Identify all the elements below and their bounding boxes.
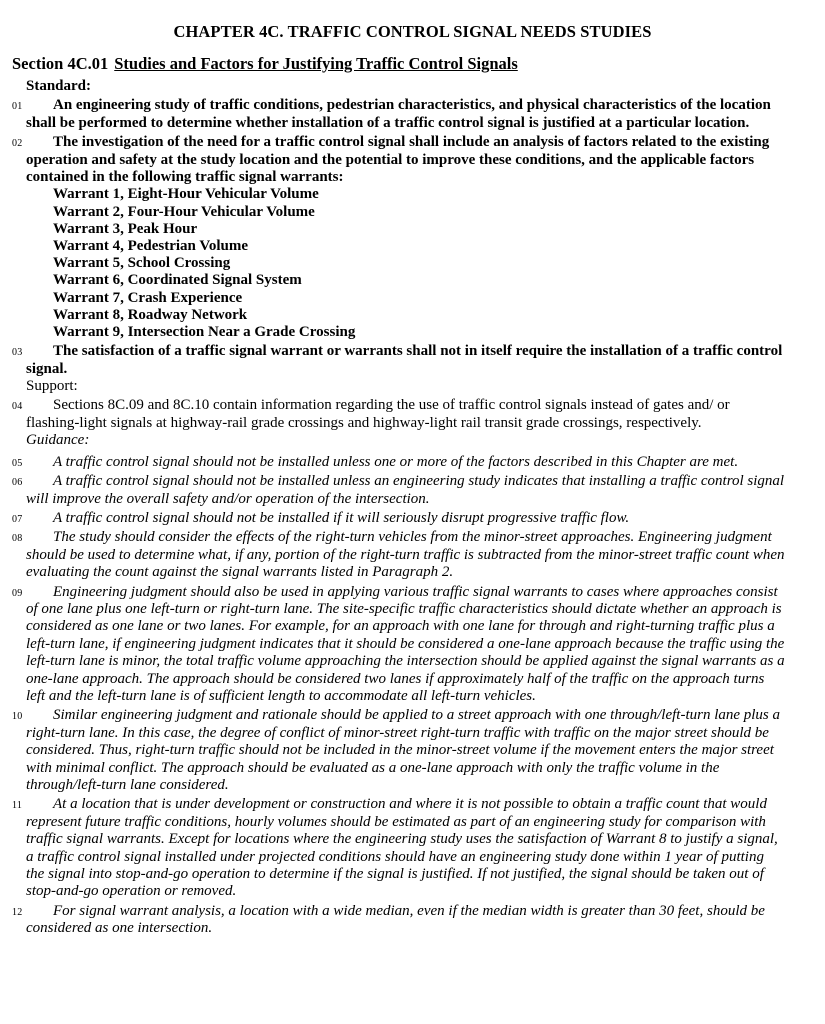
paragraph-text: For signal warrant analysis, a location with a wide median, even if the median width is greater than 30 feet, should be considered as one intersection. bbox=[26, 902, 765, 937]
paragraph-text: A traffic control signal should not be installed if it will seriously disrupt progressive traffic flow. bbox=[53, 509, 630, 526]
paragraph-text: A traffic control signal should not be installed unless an engineering study indicates that installing a traffic control signal will improve the overall safety and/or operation of the intersection. bbox=[26, 473, 785, 507]
paragraph-number: 08 bbox=[12, 533, 23, 545]
warrant-item: Warrant 4, Pedestrian Volume bbox=[53, 238, 248, 255]
section-number: Section 4C.01 bbox=[12, 54, 109, 73]
section-heading bbox=[12, 54, 518, 74]
paragraph-01 bbox=[12, 97, 786, 132]
paragraph-text: The investigation of the need for a traffic control signal shall include an analysis of factors related to the existing operation and safety at the study location and the potential to improve these conditions, and the applicable factors contained in the following traffic signal warrants: bbox=[26, 134, 770, 186]
paragraph-05 bbox=[12, 453, 786, 471]
paragraph-08 bbox=[12, 529, 786, 581]
paragraph-text: At a location that is under development or construction and where it is not possible to obtain a traffic count that would represent future traffic conditions, hourly volumes should be estimated as part of an engineering study for comparison with traffic signal warrants. Except for locations where the engineering study uses the satisfaction of Warrant 8 to justify a signal, a traffic control signal installed under projected conditions should have an engineering study done within 1 year of putting the signal into stop-and-go operation to determine if the signal is justified. If not justified, the signal should be taken out of stop-and-go operation or removed. bbox=[26, 796, 778, 900]
paragraph-text: Engineering judgment should also be used in applying various traffic signal warrants to cases where approaches consist of one lane plus one left-turn or right-turn lane. The site-specific traffic characteristics should dictate whether an approach is considered as one lane or two lanes. For example, for an approach with one lane for through and right-turning traffic plus a left-turn lane, if engineering judgment indicates that it should be considered a one-lane approach because the traffic using the left-turn lane is minor, the total traffic volume approaching the intersection should be applied against the signal warrants as a one-lane approach. The approach should be considered two lanes if approximately half of the traffic on the approach turns left and the left-turn lane is of sufficient length to accommodate all left-turn vehicles. bbox=[26, 583, 785, 704]
warrant-item: Warrant 2, Four-Hour Vehicular Volume bbox=[53, 203, 315, 220]
paragraph-03 bbox=[12, 343, 786, 378]
paragraph-number: 10 bbox=[12, 711, 23, 723]
paragraph-02 bbox=[12, 134, 786, 186]
paragraph-number: 05 bbox=[12, 457, 23, 469]
section-body bbox=[0, 78, 825, 938]
warrant-list bbox=[53, 186, 825, 341]
paragraph-text: An engineering study of traffic conditions, pedestrian characteristics, and physical characteristics of the location shall be performed to determine whether installation of a traffic control signal is justified at a particular location. bbox=[26, 97, 771, 131]
paragraph-number: 07 bbox=[12, 513, 23, 525]
paragraph-number: 11 bbox=[12, 800, 23, 812]
paragraph-text: A traffic control signal should not be installed unless one or more of the factors described in this Chapter are met. bbox=[53, 453, 739, 470]
paragraph-text: The study should consider the effects of the right-turn vehicles from the minor-street approaches. Engineering judgment should be used to determine what, if any, portion of the right-turn traffic is subtracted from the minor-street traffic count when evaluating the count against the signal warrants listed in Paragraph 2. bbox=[26, 529, 785, 581]
paragraph-07 bbox=[12, 509, 786, 527]
paragraph-number: 06 bbox=[12, 477, 23, 489]
support-label: Support: bbox=[26, 378, 78, 395]
paragraph-text: Sections 8C.09 and 8C.10 contain information regarding the use of traffic control signals instead of gates and/ or flashing-light signals at highway-rail grade crossings and highway-light rail transit grade crossings, respectively. bbox=[26, 397, 730, 431]
paragraph-10 bbox=[12, 707, 786, 794]
paragraph-06 bbox=[12, 473, 786, 508]
paragraph-11 bbox=[12, 796, 786, 900]
warrant-item: Warrant 6, Coordinated Signal System bbox=[53, 272, 302, 289]
paragraph-text: The satisfaction of a traffic signal warrant or warrants shall not in itself require the installation of a traffic control signal. bbox=[26, 343, 783, 377]
standard-label: Standard: bbox=[26, 78, 92, 94]
paragraph-number: 09 bbox=[12, 587, 23, 599]
warrant-item: Warrant 8, Roadway Network bbox=[53, 306, 248, 323]
warrant-item: Warrant 1, Eight-Hour Vehicular Volume bbox=[53, 186, 319, 203]
warrant-item: Warrant 9, Intersection Near a Grade Crossing bbox=[53, 324, 356, 341]
paragraph-09 bbox=[12, 583, 786, 706]
paragraph-number: 02 bbox=[12, 138, 23, 150]
paragraph-number: 03 bbox=[12, 347, 23, 359]
paragraph-12 bbox=[12, 902, 786, 938]
warrant-item: Warrant 7, Crash Experience bbox=[53, 289, 243, 306]
paragraph-number: 12 bbox=[12, 906, 23, 918]
warrant-item: Warrant 5, School Crossing bbox=[53, 255, 231, 272]
section-title: Studies and Factors for Justifying Traffic Control Signals bbox=[114, 54, 518, 73]
guidance-label: Guidance: bbox=[26, 432, 90, 449]
warrant-item: Warrant 3, Peak Hour bbox=[53, 220, 198, 237]
paragraph-number: 01 bbox=[12, 101, 23, 113]
paragraph-04 bbox=[12, 397, 786, 432]
paragraph-text: Similar engineering judgment and rationale should be applied to a street approach with one through/left-turn lane plus a right-turn lane. In this case, the degree of conflict of minor-street right-turn traffic with traffic on the major street should be considered. Thus, right-turn traffic should not be included in the minor-street volume if the movement enters the major street with minimal conflict. The approach should be evaluated as a one-lane approach with only the traffic volume in the through/left-turn lane considered. bbox=[26, 707, 781, 794]
paragraph-number: 04 bbox=[12, 401, 23, 413]
chapter-title: CHAPTER 4C. TRAFFIC CONTROL SIGNAL NEEDS STUDIES bbox=[173, 22, 652, 41]
